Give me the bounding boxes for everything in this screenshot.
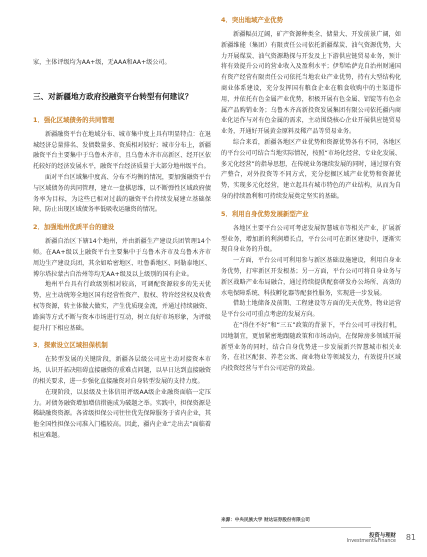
paragraph: 新疆幅员辽阔，矿产资源种类全、储量大、开发前景广阔，如新疆维能（集团）有限责任公司依托新疆煤炭、油气资源优势，大力开展煤炭、油气资源勘探与开发及上下游供应链贸易业务，预计将有效提升公司的营业收入及盈利水平；伊犁哈萨克自治州财通国有资产经营有限责任公司依托当地农业产业优势，持有大型结构化商业体系建设，充分发挥国有粮食企业在粮食收购中的主渠道作用，并依托有色金属产业优势，积极开展有色金属、铝锭等有色金属产品购销业务；乌鲁木齐高新投资发展集团有限公司依托疆内商业化运作与对有色金属的需求，主动围绕核心企业开展供应链贸易业务，开通好开展黄金原料及稀产品等贸易业务。 [221, 31, 401, 136]
subheading-2: 2．加强地州优质平台的建设 [33, 223, 115, 232]
subheading-5: 5．利用自身优势发展新型产业 [221, 209, 309, 218]
paragraph: 借助土地储备及前期、工程建设等方面的先天优势，物业运营是平台公司可重点考虑的发展方向。 [221, 300, 401, 319]
magazine-brand [347, 533, 396, 545]
paragraph: 在“得住不好”和“三五”政策的背景下，平台公司可寻找打机，因地制宜，更加紧密地跟随政策和市场动向，在保障房多领域开展新型业务的同时，结合自身优势进一步发展新兴智慧城市相关业务，在社区配套、养老公寓、商业物业等领域发力，有效提升区域内投资经营与平台公司运营的效益。 [221, 321, 401, 373]
intro-tail-paragraph: 家，主体评级均为AA+级，无AAA和AA+级公司。 [33, 59, 171, 66]
source-note: 来源：中央民族大学 财达证券股份有限公司 [221, 518, 310, 523]
subheading-4: 4．突出地域产业优势 [221, 16, 283, 24]
paragraph: 面对平台区域集中度高、分布不均衡的情况，要加强融资平台与区域债务的共同管理，建立一盘棋思维，以不断弹性区域政府债务率为目标，为这些已相对过载的融资平台持续发展建立基础保障，防止出现区域债务率低吸收运融资的情况。 [33, 173, 211, 214]
page-number: 81 [405, 533, 416, 542]
paragraph: 新疆融资平台在地域分布、城市集中度上具有明显特点：在退城经济总量排名、发债数量多、资质相对较好；城市分布上，新疆融资平台主要集中于乌鲁木齐市，且乌鲁木齐市高新区、经开区依托较好的经济发展水平，融资平台经济质量于大部分地州级平台。 [33, 130, 211, 171]
paragraph: 在现阶段，以县级及主体信用评级AA级企业融资面临一定压力。对债务融资增加增信措施成为破题之举。实践中，担保资源是稀缺融资资源。各省级担保公司往往优先保障服务于省内企业，其他全国性担保公司准入门槛较高。因此，疆内企业“走出去”面临着相应难题。 [33, 388, 211, 439]
section-title: 三、对新疆地方政府投融资平台转型有何建议？ [33, 91, 193, 101]
subheading-1: 1．强化区域债务的共同管理 [33, 115, 115, 124]
brand-chinese-name: 投资与理财 [369, 533, 396, 539]
paragraph: 在转型发展的关键阶段，新疆各层级公司应主动对接资本市场，认识开拓决阻碍直接融资的重难点问题，以早日达到直接融资的相关要求，进一步强化直接融资对自身转型发展的支持力度。 [33, 356, 211, 385]
subheading-3: 3．探索设立区域担保机制 [33, 341, 108, 350]
paragraph: 各地区主要平台公司可考虑发展智慧城市等相关产业，扩展新型业务，增加新的利润增长点，平台公司可在新区建设中，逐渐实现自身业务的升级。 [221, 224, 401, 254]
paragraph: 新疆自治区下辖14个地州，并由新疆生产建设兵团管理14个师。在AA+级以上融资平台主要集中于乌鲁木齐市及乌鲁木齐市周边生产建设兵团，其余如哈密地区、吐鲁番地区、阿勒泰地区、博尔塔拉蒙古自治州等均无AA+级及以上级别的国有企业。 [33, 238, 211, 278]
right-column [221, 15, 401, 375]
brand-english-name: Investment&Finance [346, 539, 396, 544]
left-column [33, 58, 211, 442]
paragraph: 地州平台具有行政级别相对较高，可调配资源较多的先天优势，应主动统筹全地区国有经营性资产、股权、特许经营权及收费权等资源，转主体做大做实，产生优质现金流，并通过持续融资、路演等方式不断与资本市场进行互动，树立良好市场形象，为评级提升打下相应基础。 [33, 281, 211, 332]
footer-divider [221, 527, 371, 528]
paragraph: 综合来看，新疆各地区产业优势和资源优势各有不同，各地区的平台公司可结合当地实际情况，按照“市场化经营、专业化发展、多元化经营”的指导思想，在传统业务继续发展的同时，通过原有资产整合，对外投资等不同方式，充分挖掘区域产业优势和资源优势，实现多元化经营，建立起具有城市特色的产业结构，从而为自身的持续盈利和可持续发展奠定坚实的基础。 [221, 138, 401, 200]
paragraph: 一方面，平台公司可利用参与新区基础设施建设，利用自身业务优势，打牢新区开发根基；另一方面，平台公司可将自身业务与新区战略产业布局融合，通过持续提供配套研发办公场所、高效的水电保障系统、科技孵化器等配套性服务，实现进一步发展。 [221, 257, 401, 297]
